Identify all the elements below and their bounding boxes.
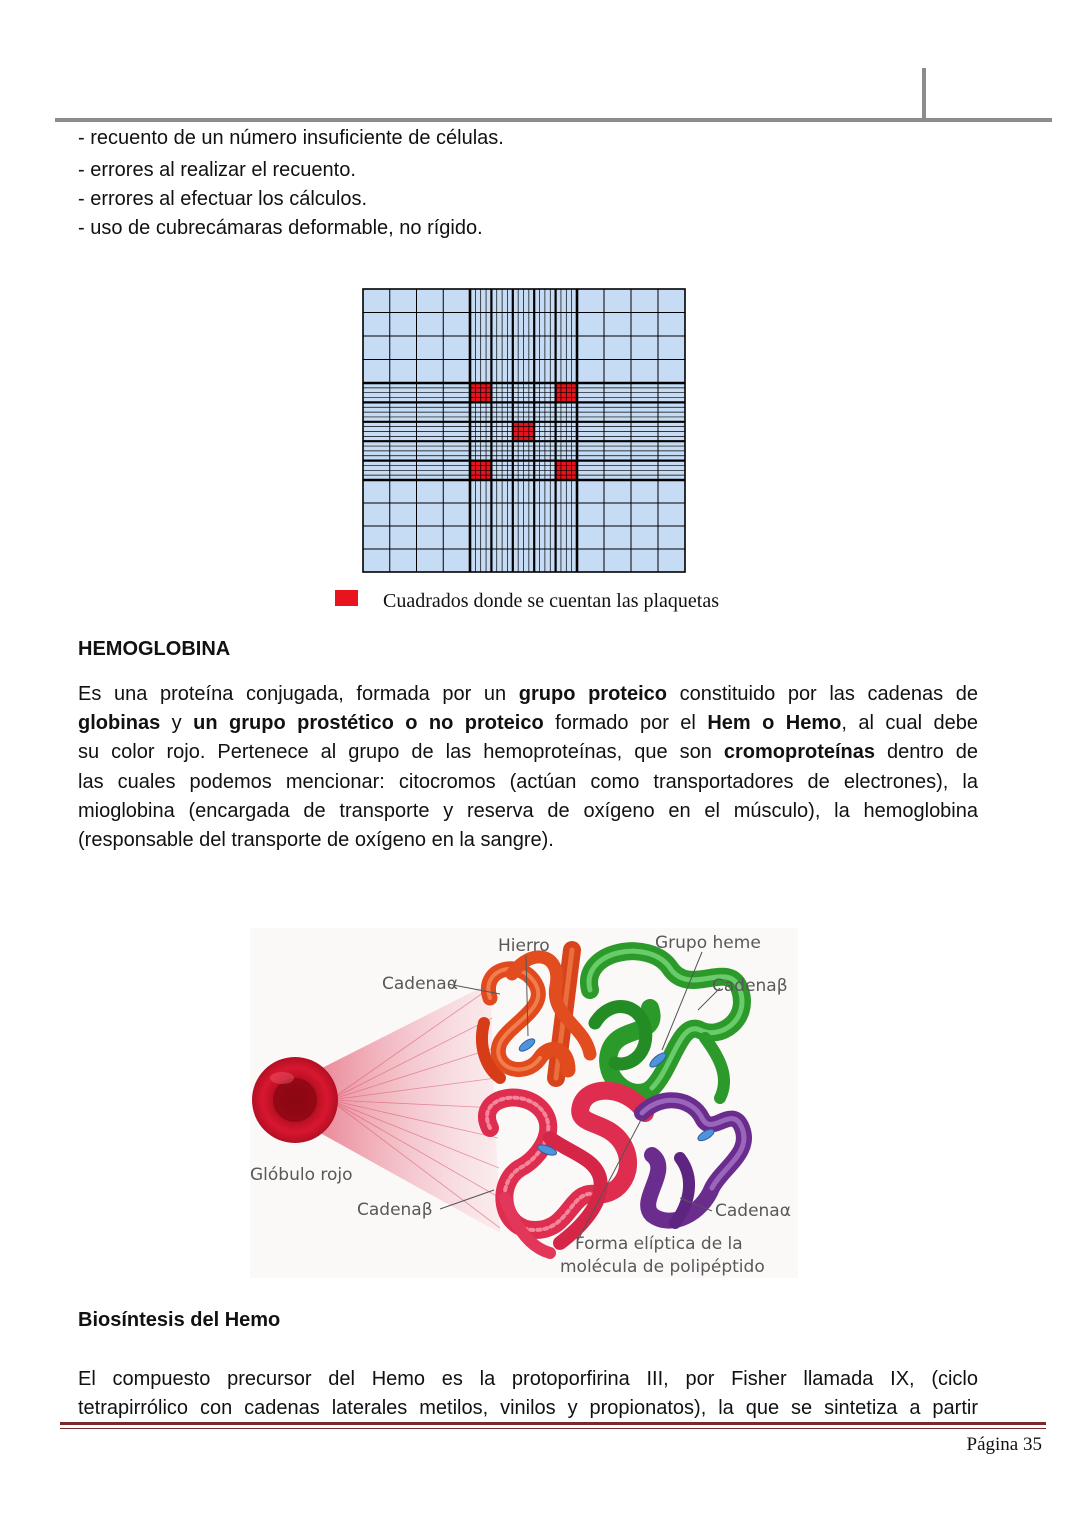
label-cadena-beta-bottom: Cadenaβ (357, 1200, 433, 1220)
legend-swatch (335, 590, 358, 606)
paragraph-line (78, 768, 978, 797)
section-heading-hemoglobina: HEMOGLOBINA (78, 638, 231, 660)
label-molecula-polipeptido: molécula de polipéptido (560, 1257, 765, 1277)
red-blood-cell (252, 1057, 338, 1143)
list-item: - recuento de un número insuficiente de células. (78, 127, 504, 149)
hemoglobina-paragraph (78, 680, 978, 855)
bold-run: cromoproteínas (723, 741, 876, 764)
list-item: - errores al efectuar los cálculos. (78, 188, 368, 210)
paragraph-line (78, 738, 978, 767)
bold-run: grupo proteico (518, 683, 667, 705)
legend-label: Cuadrados donde se cuentan las plaquetas (383, 590, 720, 612)
text-run: dentro de (875, 741, 979, 764)
label-cadena-alpha-bottom: Cadenaα (715, 1201, 791, 1221)
text-run: (responsable del transporte de oxígeno en la sangre). (78, 828, 554, 851)
header-vertical-rule (922, 68, 926, 122)
text-run: Es una proteína conjugada, formada por un (78, 683, 519, 705)
paragraph-line (78, 680, 978, 709)
paragraph-line: tetrapirrólico con cadenas laterales metilos, vinilos y propionatos), la que se sintetiza a partir (78, 1396, 978, 1419)
label-forma-eliptica: Forma elíptica de la (575, 1234, 743, 1254)
hemoglobin-illustration (250, 928, 798, 1278)
label-hierro: Hierro (498, 936, 550, 956)
counting-chamber-grid (363, 289, 685, 572)
list-item: - uso de cubrecámaras deformable, no rígido. (78, 217, 483, 239)
text-run: y (160, 712, 194, 735)
label-cadena-alpha-top: Cadenaα (382, 974, 458, 994)
section-heading-biosintesis: Biosíntesis del Hemo (78, 1309, 281, 1331)
footer-rule-thin (60, 1428, 1046, 1429)
text-run: formado por el (543, 712, 708, 735)
paragraph-line (78, 797, 978, 826)
text-run: constituido por las cadenas de (666, 683, 978, 705)
header-rule (55, 118, 1052, 122)
label-grupo-heme: Grupo heme (655, 933, 761, 953)
page-number: Página 35 (966, 1434, 1042, 1455)
text-run: , al cual debe (841, 712, 979, 735)
label-globulo-rojo: Glóbulo rojo (250, 1165, 353, 1185)
paragraph-line (78, 709, 978, 738)
text-run: mioglobina (encargada de transporte y reserva de oxígeno en el músculo), la hemoglobina (78, 799, 978, 822)
bold-run: un grupo prostético o no proteico (193, 712, 544, 735)
list-item: - errores al realizar el recuento. (78, 159, 356, 181)
label-cadena-beta-top: Cadenaβ (712, 976, 788, 996)
text-run: su color rojo. Pertenece al grupo de las hemoproteínas, que son (78, 741, 724, 764)
biosintesis-paragraph (78, 1365, 978, 1423)
paragraph-line: El compuesto precursor del Hemo es la protoporfirina III, por Fisher llamada IX, (ciclo (78, 1367, 978, 1390)
paragraph-line (78, 826, 978, 855)
bold-run: Hem o Hemo (707, 712, 842, 735)
bold-run: globinas (78, 712, 161, 735)
text-run: las cuales podemos mencionar: citocromos (actúan como transportadores de electrones), la (78, 770, 978, 793)
footer-rule (60, 1422, 1046, 1425)
